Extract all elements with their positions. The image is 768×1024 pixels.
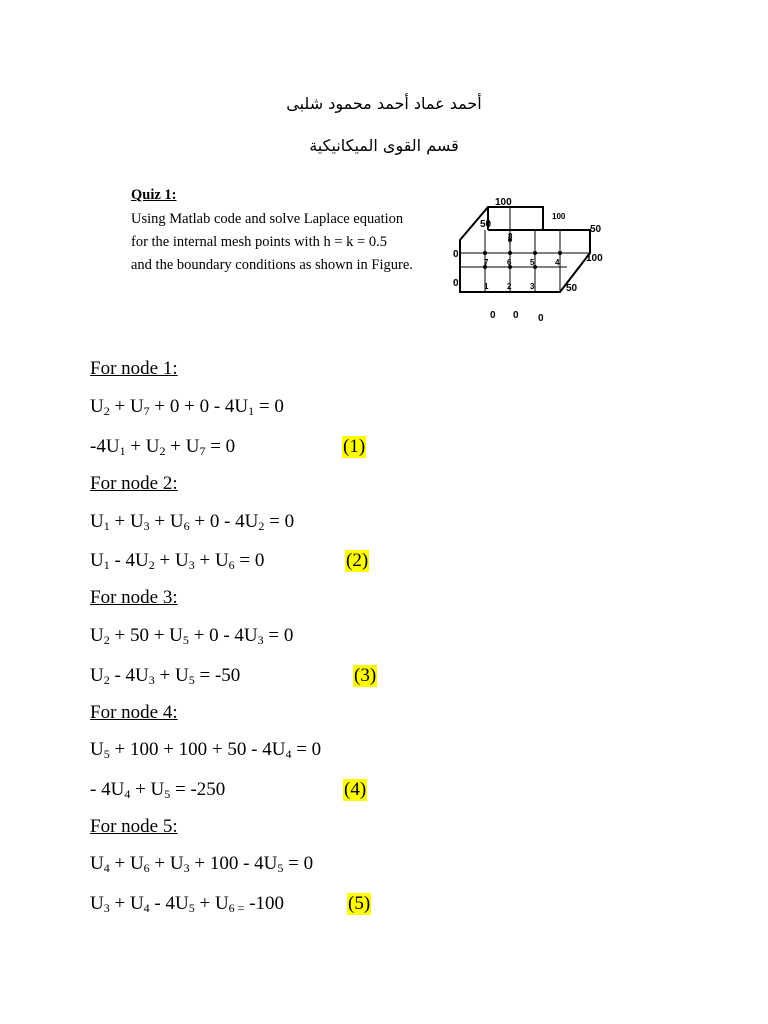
fig-label-bottom-0-b: 0 xyxy=(513,310,519,321)
node-4-heading: For node 4: xyxy=(90,702,178,723)
quiz-line-1: Using Matlab code and solve Laplace equation xyxy=(131,211,404,228)
quiz-line-3: and the boundary conditions as shown in Figure. xyxy=(131,257,413,274)
fig-label-left-50: 50 xyxy=(480,219,492,230)
fig-label-step-100: 100 xyxy=(552,212,566,221)
node-1-heading: For node 1: xyxy=(90,358,178,379)
node-5-equation: $U_4 + U_6 + U_3 + 100 - 4U_5 = 0$ xyxy=(90,853,314,875)
node-5-heading: For node 5: xyxy=(90,816,178,837)
node-4-equation: $U_5 + 100 + 100 + 50 - 4U_4 = 0$ xyxy=(90,739,322,761)
node-5-equation-simplified: $U_3 + U_4 - 4U_5 + U_{6 =}$ -100 xyxy=(90,893,285,915)
mesh-figure xyxy=(440,190,615,330)
node-3-equation-simplified: $U_2 - 4U_3 + U_5 = -50$ xyxy=(90,665,241,687)
node-2-heading: For node 2: xyxy=(90,473,178,494)
node-2-equation: $U_1 + U_3 + U_6 + 0 - 4U_2 = 0$ xyxy=(90,511,295,533)
node-3-heading: For node 3: xyxy=(90,587,178,608)
quiz-block xyxy=(131,186,431,279)
author-name: أحمد عماد أحمد محمود شلبى xyxy=(286,94,482,113)
fig-label-left-0-lower: 0 xyxy=(453,278,459,289)
fig-label-diag-100: 100 xyxy=(586,253,603,264)
node-1-equation: $U_2 + U_7 + 0 + 0 - 4U_1 = 0$ xyxy=(90,396,284,418)
equation-tag-3: (3) xyxy=(354,665,377,686)
fig-label-left-0-upper: 0 xyxy=(453,249,459,260)
fig-label-bottom-right-50: 50 xyxy=(566,283,578,294)
node-2-equation-simplified: $U_1 - 4U_2 + U_3 + U_6 = 0$ xyxy=(90,550,265,572)
equation-tag-1: (1) xyxy=(343,436,366,457)
fig-node-3: 3 xyxy=(530,282,535,291)
node-1-equation-simplified: $-4U_1 + U_2 + U_7 = 0$ xyxy=(90,436,236,458)
node-3-equation: $U_2 + 50 + U_5 + 0 - 4U_3 = 0$ xyxy=(90,625,294,647)
equation-tag-2: (2) xyxy=(346,550,369,571)
equation-tag-5: (5) xyxy=(348,893,371,914)
node-4-equation-simplified: - $4U_4 + U_5 = -250$ xyxy=(90,779,226,801)
fig-node-6: 6 xyxy=(507,258,512,267)
fig-node-8: 8 xyxy=(508,232,513,241)
fig-node-2: 2 xyxy=(507,282,512,291)
equation-tag-4: (4) xyxy=(344,779,367,800)
fig-label-bottom-0-a: 0 xyxy=(490,310,496,321)
fig-node-1: 1 xyxy=(484,282,489,291)
fig-node-4: 4 xyxy=(555,258,560,267)
fig-label-top-100: 100 xyxy=(495,197,512,208)
fig-label-right-50: 50 xyxy=(590,224,602,235)
fig-node-7: 7 xyxy=(484,258,489,267)
fig-node-5: 5 xyxy=(530,258,535,267)
fig-label-bottom-0-c: 0 xyxy=(538,313,544,324)
department-name: قسم القوى الميكانيكية xyxy=(309,136,459,155)
quiz-title: Quiz 1: xyxy=(131,187,177,203)
quiz-line-2: for the internal mesh points with h = k = 0.5 xyxy=(131,234,387,251)
